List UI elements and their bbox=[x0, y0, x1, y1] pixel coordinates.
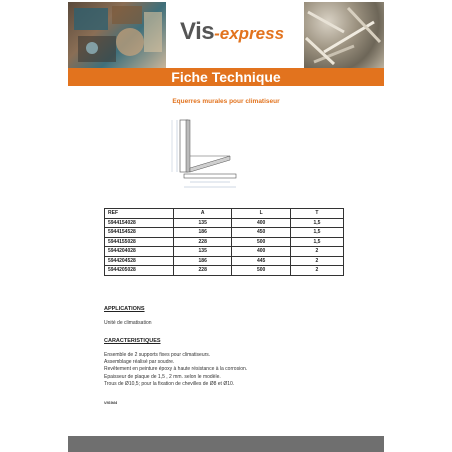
cell-l: 400 bbox=[232, 247, 290, 257]
cell-a: 186 bbox=[174, 256, 232, 266]
cell-a: 135 bbox=[174, 218, 232, 228]
header-l: L bbox=[232, 209, 290, 219]
cell-t: 2 bbox=[290, 266, 343, 276]
table-row bbox=[105, 247, 344, 257]
caracteristique-line: Trous de Ø10,5; pour la fixation de chevilles de Ø8 et Ø10. bbox=[104, 380, 235, 387]
caracteristique-line: Ensemble de 2 supports fixes pour climatiseurs. bbox=[104, 352, 211, 358]
table-row bbox=[105, 228, 344, 238]
footer-bar bbox=[68, 436, 384, 452]
document-title: Equerres murales pour climatiseur bbox=[172, 98, 280, 105]
bracket-technical-drawing bbox=[170, 116, 240, 192]
applications-text: Unité de climatisation bbox=[104, 320, 152, 326]
cell-t: 2 bbox=[290, 247, 343, 257]
cell-a: 135 bbox=[174, 247, 232, 257]
footer-reference-code: VIS944 bbox=[104, 400, 118, 405]
cell-l: 500 bbox=[232, 266, 290, 276]
header-photo-screws bbox=[304, 2, 384, 68]
caracteristiques-heading: CARACTERISTIQUES bbox=[104, 338, 161, 344]
header-a: A bbox=[174, 209, 232, 219]
cell-t: 1,5 bbox=[290, 228, 343, 238]
table-row bbox=[105, 218, 344, 228]
cell-ref: 5944204528 bbox=[105, 256, 174, 266]
header-ref: REF bbox=[105, 209, 174, 219]
vis-express-logo bbox=[180, 18, 284, 46]
table-row bbox=[105, 256, 344, 266]
cell-t: 1,5 bbox=[290, 218, 343, 228]
cell-l: 445 bbox=[232, 256, 290, 266]
cell-t: 1,5 bbox=[290, 237, 343, 247]
cell-a: 228 bbox=[174, 266, 232, 276]
cell-a: 228 bbox=[174, 237, 232, 247]
caracteristique-line: Epaisseur de plaque de 1,5 , 2 mm. selon le modèle. bbox=[104, 373, 221, 380]
cell-ref: 5944155028 bbox=[105, 237, 174, 247]
caracteristique-line: Assemblage réalisé par soudre. bbox=[104, 359, 175, 366]
specifications-table bbox=[104, 208, 344, 276]
cell-l: 400 bbox=[232, 218, 290, 228]
cell-l: 450 bbox=[232, 228, 290, 238]
header-photo-tools bbox=[68, 2, 166, 68]
header-t: T bbox=[290, 209, 343, 219]
cell-l: 500 bbox=[232, 237, 290, 247]
logo-area bbox=[166, 2, 304, 68]
table-row bbox=[105, 237, 344, 247]
table-row bbox=[105, 266, 344, 276]
logo-express: -express bbox=[214, 24, 285, 43]
caracteristique-line: Revêtement en peinture époxy à haute résistance à la corrosion. bbox=[104, 366, 248, 373]
header bbox=[68, 2, 384, 68]
cell-ref: 5944204028 bbox=[105, 247, 174, 257]
cell-a: 186 bbox=[174, 228, 232, 238]
applications-heading: APPLICATIONS bbox=[104, 306, 145, 312]
banner-fiche-technique: Fiche Technique bbox=[68, 68, 384, 86]
cell-ref: 5944154028 bbox=[105, 218, 174, 228]
logo-vis: Vis bbox=[180, 18, 215, 45]
caracteristiques-list bbox=[104, 352, 247, 388]
cell-ref: 5944154528 bbox=[105, 228, 174, 238]
cell-t: 2 bbox=[290, 256, 343, 266]
table-header-row bbox=[105, 209, 344, 219]
cell-ref: 5944205028 bbox=[105, 266, 174, 276]
